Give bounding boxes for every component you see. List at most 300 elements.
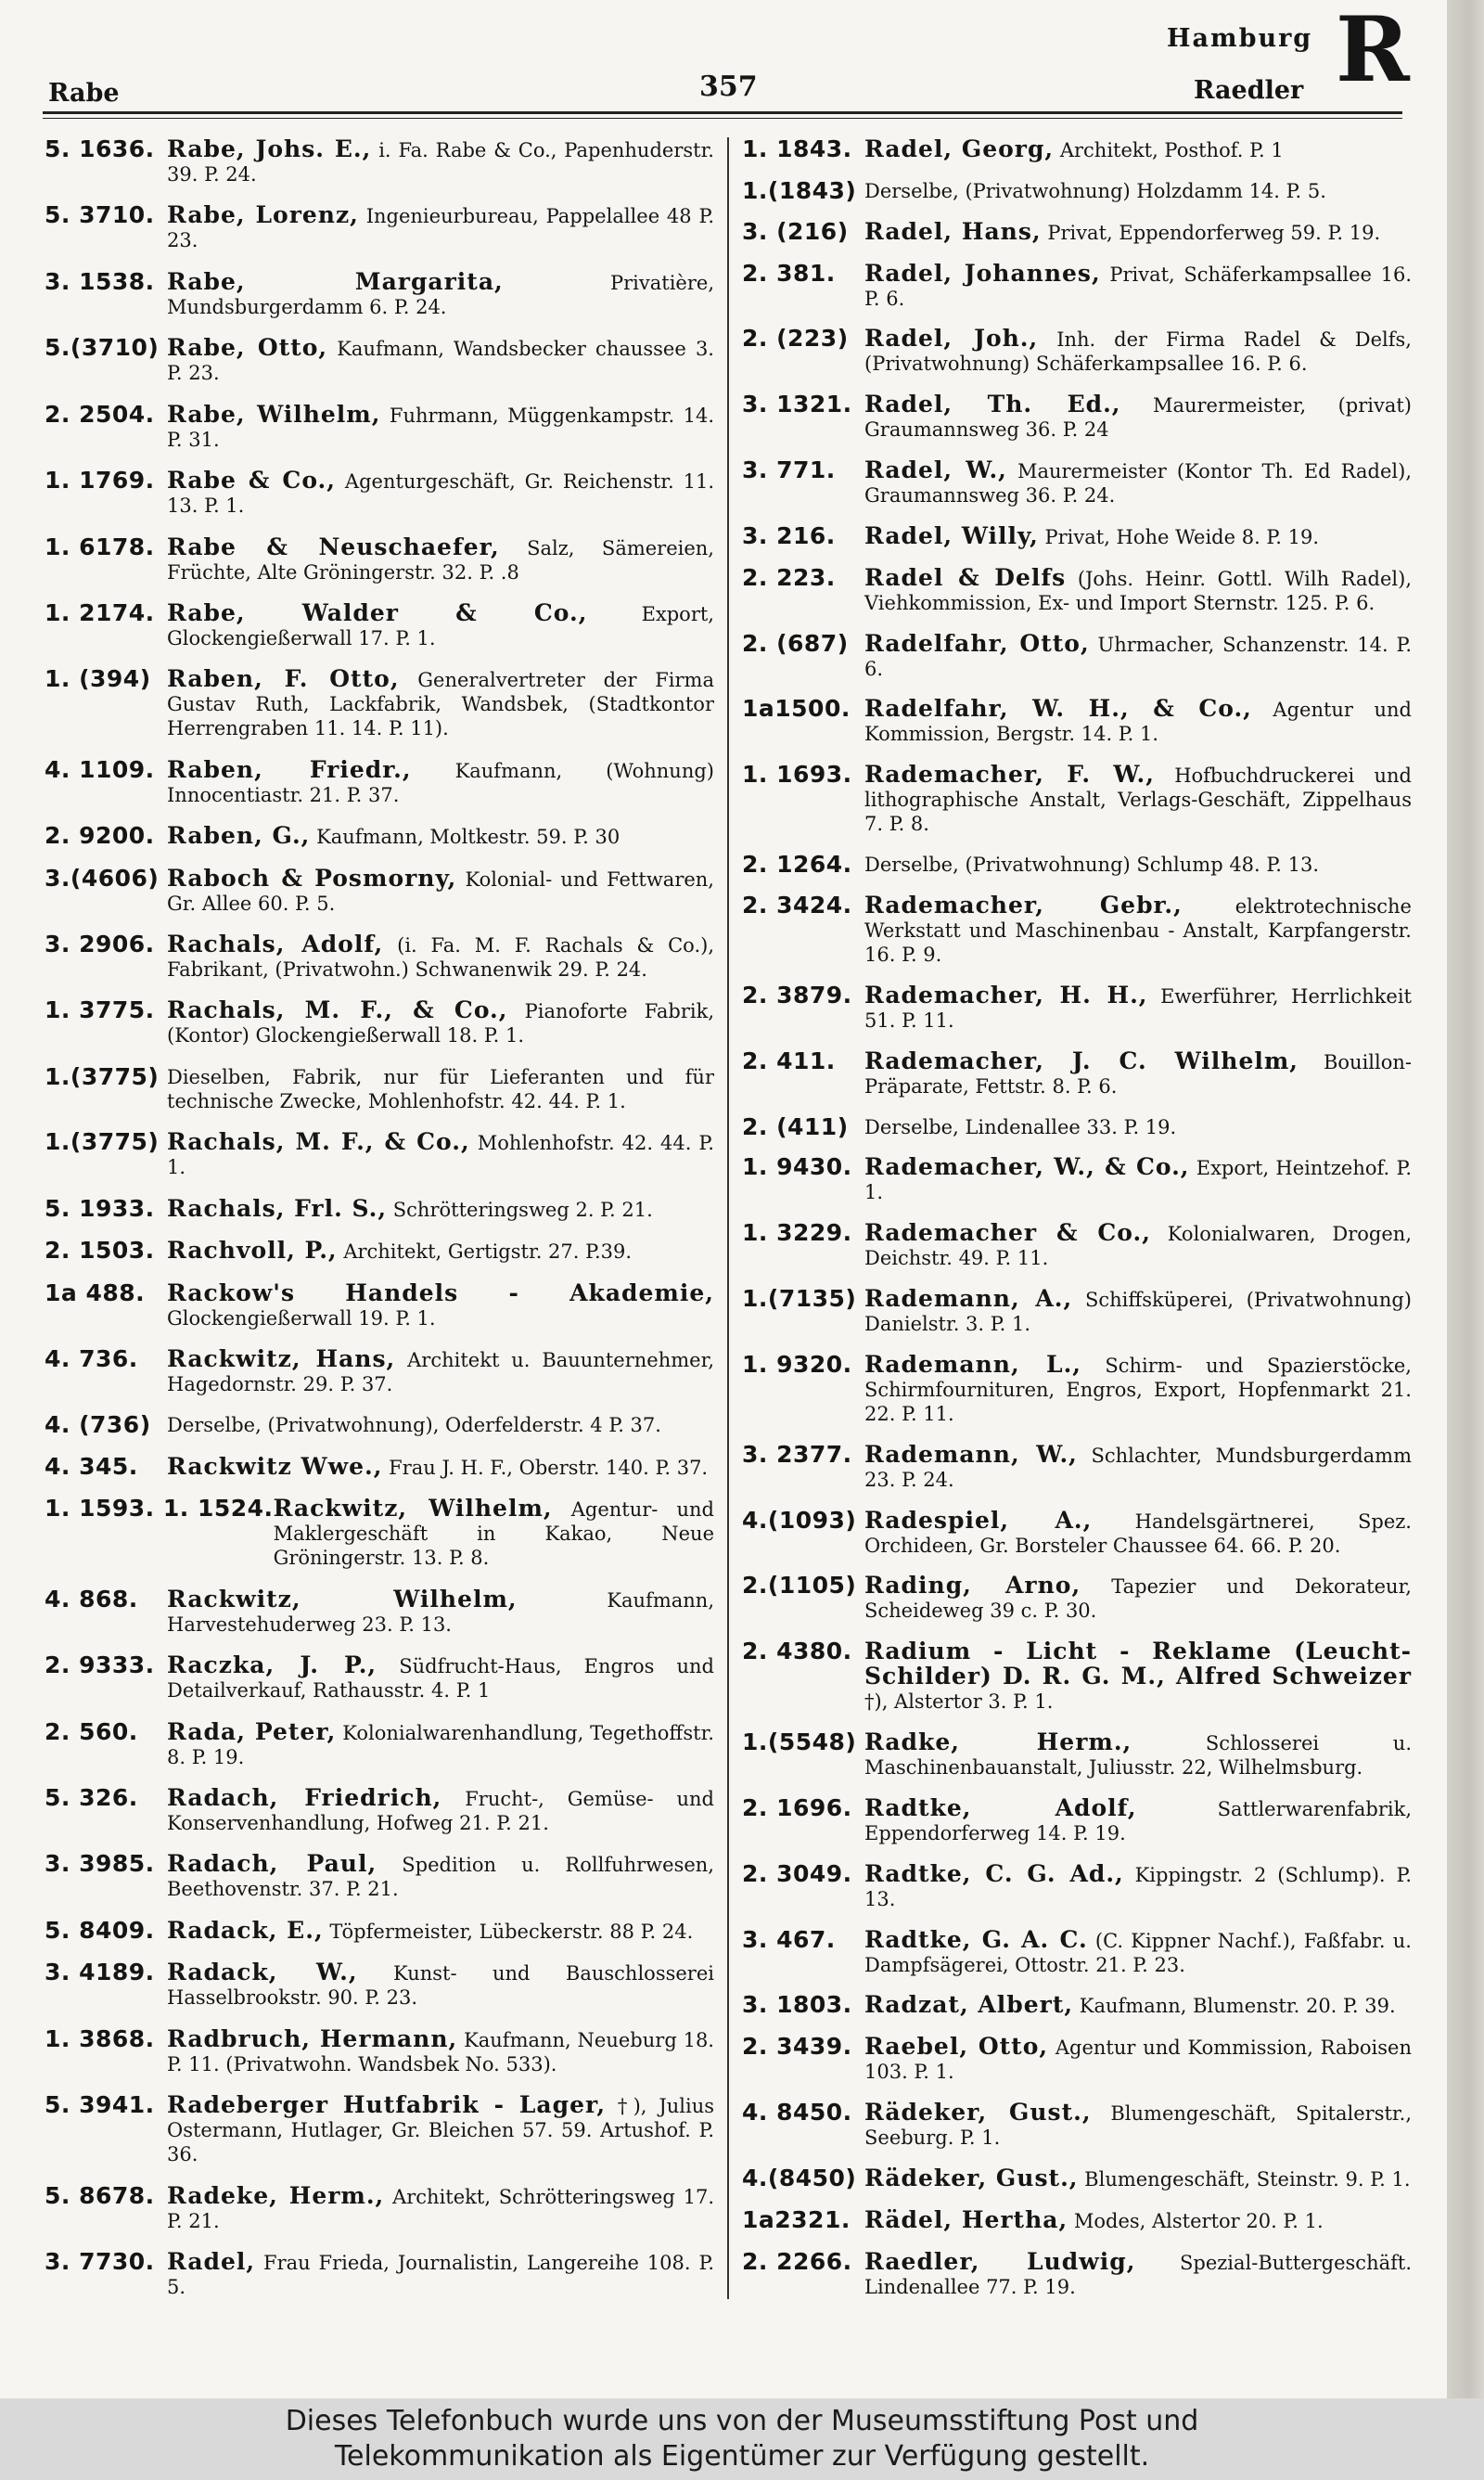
phone-number: 1. 2174. bbox=[45, 598, 155, 626]
phone-number: 3. 4189. bbox=[45, 1959, 155, 1986]
directory-entry bbox=[742, 521, 1412, 549]
subscriber-name: Rabe, Margarita, bbox=[167, 267, 504, 295]
entry-details: Generalvertreter der Firma Gustav Ruth, Lackfabrik, Wandsbek, (Stadtkontor Herrengraben 11. 14. P. 11). bbox=[167, 669, 714, 740]
directory-entry bbox=[45, 1347, 714, 1396]
entry-details: Kunst- und Bauschlosserei Hasselbrookstr. 90. P. 23. bbox=[167, 1962, 714, 2010]
subscriber-name: Radzat, Albert, bbox=[864, 1991, 1074, 2019]
directory-entry bbox=[45, 469, 714, 518]
entry-text bbox=[864, 1049, 1412, 1099]
subscriber-name: Raboch & Posmorny, bbox=[167, 864, 457, 892]
entry-text bbox=[167, 864, 714, 916]
entry-text bbox=[167, 2024, 714, 2076]
phone-number: 2. 1264. bbox=[742, 851, 852, 879]
entry-details: Pianoforte Fabrik, (Kontor) Glockengießerwall 18. P. 1. bbox=[167, 1000, 714, 1047]
directory-entry bbox=[45, 1413, 714, 1437]
entry-text bbox=[167, 1960, 714, 2010]
page-number: 357 bbox=[699, 71, 758, 103]
phone-number: 4.(1093) bbox=[742, 1506, 857, 1534]
subscriber-name: Rademacher, H. H., bbox=[864, 981, 1148, 1009]
entry-details: Kaufmann, Wandsbecker chaussee 3. P. 23. bbox=[167, 338, 714, 385]
subscriber-name: Raben, G., bbox=[167, 822, 311, 850]
subscriber-name: Raebel, Otto, bbox=[864, 2033, 1049, 2061]
entry-text bbox=[864, 1506, 1412, 1558]
subscriber-name: Radtke, Adolf, bbox=[864, 1793, 1137, 1821]
entry-text bbox=[167, 1587, 714, 1637]
directory-entry bbox=[742, 458, 1412, 508]
entry-details: Architekt, Gertigstr. 27. P.39. bbox=[343, 1240, 633, 1264]
entry-details: Derselbe, Lindenallee 33. P. 19. bbox=[864, 1115, 1177, 1138]
phone-number: 1. 3775. bbox=[45, 996, 155, 1024]
directory-entry bbox=[742, 1793, 1412, 1845]
directory-entry bbox=[45, 1783, 714, 1835]
header-left-word: Rabe bbox=[48, 79, 120, 108]
entry-text bbox=[864, 563, 1412, 615]
entry-text bbox=[167, 1065, 714, 1113]
directory-entry bbox=[45, 1653, 714, 1703]
subscriber-name: Rademacher, W., & Co., bbox=[864, 1153, 1190, 1181]
phone-number: 1a1500. bbox=[742, 695, 851, 723]
directory-entry bbox=[45, 824, 714, 849]
subscriber-name: Rackwitz, Wilhelm, bbox=[167, 1585, 518, 1613]
subscriber-name: Radack, W., bbox=[167, 1959, 358, 1986]
subscriber-name: Radach, Friedrich, bbox=[167, 1783, 442, 1811]
entry-text bbox=[864, 1859, 1412, 1911]
subscriber-name: Rademann, L., bbox=[864, 1350, 1081, 1378]
entry-details: Export, Heintzehof. P. 1. bbox=[864, 1157, 1412, 1204]
phone-number: 2. 3879. bbox=[742, 981, 852, 1009]
entry-details: Glockengießerwall 19. P. 1. bbox=[167, 1306, 436, 1330]
subscriber-name: Radelfahr, Otto, bbox=[864, 629, 1090, 657]
entry-details: Schlachter, Mundsburgerdamm 23. P. 24. bbox=[864, 1444, 1412, 1491]
directory-entry bbox=[742, 1155, 1412, 1204]
subscriber-name: Radel, Georg, bbox=[864, 135, 1055, 162]
directory-entry bbox=[45, 1239, 714, 1264]
subscriber-name: Radespiel, A., bbox=[864, 1506, 1093, 1534]
subscriber-name: Rachvoll, P., bbox=[167, 1237, 338, 1265]
directory-entry bbox=[742, 1287, 1412, 1336]
entry-text bbox=[167, 598, 714, 650]
directory-entry bbox=[45, 1497, 714, 1570]
phone-number: 1.(3775) bbox=[45, 1062, 160, 1090]
phone-number: 5. 1636. bbox=[45, 135, 155, 162]
phone-number: 4. 8450. bbox=[742, 2099, 852, 2127]
entry-text bbox=[864, 2101, 1412, 2150]
phone-number: 2. 381. bbox=[742, 259, 836, 287]
subscriber-name: Rademacher, Gebr., bbox=[864, 891, 1183, 919]
phone-number: 1. 1693. bbox=[742, 761, 852, 789]
directory-entry bbox=[45, 1194, 714, 1222]
phone-number: 4. 868. bbox=[45, 1585, 138, 1613]
directory-entry bbox=[742, 2247, 1412, 2299]
subscriber-name: Radel & Delfs bbox=[864, 563, 1067, 591]
entry-text bbox=[864, 1574, 1412, 1623]
directory-entry bbox=[742, 1993, 1412, 2018]
phone-number: 4. 736. bbox=[45, 1345, 138, 1373]
phone-number: 1.(5548) bbox=[742, 1728, 857, 1756]
entry-text bbox=[167, 667, 714, 740]
entry-text bbox=[864, 259, 1412, 311]
directory-entry bbox=[45, 998, 714, 1047]
phone-number: 3. 1538. bbox=[45, 267, 155, 295]
phone-number: 2. (687) bbox=[742, 629, 849, 657]
phone-number: 1. 9320. bbox=[742, 1350, 852, 1378]
phone-number: 3. 3985. bbox=[45, 1850, 155, 1878]
phone-number: 2. (223) bbox=[742, 325, 849, 353]
phone-number: 2. 4380. bbox=[742, 1638, 852, 1665]
directory-entry bbox=[742, 2101, 1412, 2150]
entry-details: Privat, Schäferkampsallee 16. P. 6. bbox=[864, 263, 1412, 310]
subscriber-name: Rackow's Handels - Akademie, bbox=[167, 1279, 714, 1306]
subscriber-name: Rachals, M. F., & Co., bbox=[167, 996, 508, 1024]
entry-details: elektrotechnische Werkstatt und Maschinenbau - Anstalt, Karpfangerstr. 16. P. 9. bbox=[864, 894, 1412, 966]
phone-number: 4.(8450) bbox=[742, 2165, 857, 2191]
entry-text bbox=[167, 1452, 714, 1480]
phone-number: 5. 8409. bbox=[45, 1916, 155, 1944]
entry-text bbox=[167, 1783, 714, 1835]
entry-text bbox=[864, 2247, 1412, 2299]
directory-entry bbox=[742, 697, 1412, 746]
directory-entry bbox=[45, 137, 714, 186]
subscriber-name: Raczka, J. P., bbox=[167, 1651, 377, 1679]
subscriber-name: Rackwitz, Hans, bbox=[167, 1345, 396, 1373]
phone-number: 1. 3229. bbox=[742, 1219, 852, 1247]
directory-entry bbox=[45, 535, 714, 585]
subscriber-name: Raben, F. Otto, bbox=[167, 665, 400, 693]
subscriber-name: Rabe, Wilhelm, bbox=[167, 400, 381, 428]
entry-text bbox=[864, 1925, 1412, 1977]
entry-details: Uhrmacher, Schanzenstr. 14. P. 6. bbox=[864, 633, 1412, 680]
phone-number: 4. 345. bbox=[45, 1452, 138, 1480]
entry-details: Architekt, Schrötteringsweg 17. P. 21. bbox=[167, 2185, 714, 2232]
entry-text bbox=[864, 893, 1412, 967]
subscriber-name: Radel, Th. Ed., bbox=[864, 391, 1121, 418]
entry-text bbox=[864, 392, 1412, 442]
phone-number: 3. 1321. bbox=[742, 391, 852, 418]
directory-entry bbox=[45, 336, 714, 385]
entry-details: Schiffsküperei, (Privatwohnung) Danielstr. 3. P. 1. bbox=[864, 1289, 1412, 1336]
subscriber-name: Radtke, C. G. Ad., bbox=[864, 1859, 1124, 1887]
phone-number: 1.(1843) bbox=[742, 176, 857, 204]
entry-text bbox=[864, 1440, 1412, 1492]
entry-text bbox=[864, 217, 1412, 245]
entry-text bbox=[167, 824, 714, 849]
subscriber-name: Rädel, Hertha, bbox=[864, 2205, 1068, 2233]
entry-text bbox=[864, 1350, 1412, 1426]
entry-details: †), Julius Ostermann, Hutlager, Gr. Bleichen 57. 59. Artushof. P. 36. bbox=[167, 2095, 714, 2166]
entry-text bbox=[864, 1993, 1412, 2018]
phone-number: 2. 2266. bbox=[742, 2247, 852, 2275]
entry-details: Inh. der Firma Radel & Delfs, (Privatwohnung) Schäferkampsallee 16. P. 6. bbox=[864, 328, 1412, 376]
entry-details: Export, Glockengießerwall 17. P. 1. bbox=[167, 602, 714, 649]
phone-number: 3. 1803. bbox=[742, 1991, 852, 2019]
entry-text bbox=[167, 1347, 714, 1396]
subscriber-name: Rabe & Neuschaefer, bbox=[167, 533, 500, 560]
phone-number: 3. 7730. bbox=[45, 2247, 155, 2275]
entry-text bbox=[864, 2166, 1412, 2191]
phone-number: 2. (411) bbox=[742, 1112, 849, 1140]
phone-number: 5. 326. bbox=[45, 1783, 138, 1811]
subscriber-name: Raben, Friedr., bbox=[167, 755, 412, 783]
entry-details: Derselbe, (Privatwohnung), Oderfelderstr. 4 P. 37. bbox=[167, 1414, 661, 1437]
directory-entry bbox=[45, 2181, 714, 2233]
entry-text bbox=[167, 1239, 714, 1264]
directory-entry bbox=[742, 259, 1412, 311]
entry-text bbox=[864, 2205, 1412, 2233]
directory-entry bbox=[45, 1062, 714, 1113]
directory-entry bbox=[742, 327, 1412, 376]
phone-number: 3. 216. bbox=[742, 521, 836, 549]
entry-details: Privat, Hohe Weide 8. P. 19. bbox=[1044, 525, 1320, 548]
entry-text bbox=[864, 2035, 1412, 2084]
entry-text bbox=[167, 1852, 714, 1901]
subscriber-name: Radel, Hans, bbox=[864, 217, 1042, 245]
entry-details: Agenturgeschäft, Gr. Reichenstr. 11. 13. P. 1. bbox=[167, 470, 714, 518]
entry-details: Modes, Alstertor 20. P. 1. bbox=[1073, 2209, 1324, 2232]
entry-details: Derselbe, (Privatwohnung) Schlump 48. P. 13. bbox=[864, 854, 1320, 877]
entry-details: Hofbuchdruckerei und lithographische Anstalt, Verlags-Geschäft, Zippelhaus 7. P. 8. bbox=[864, 765, 1412, 836]
phone-number: 5. 3941. bbox=[45, 2091, 155, 2119]
directory-entry bbox=[742, 1574, 1412, 1623]
entry-details: Sattlerwarenfabrik, Eppendorferweg 14. P. 19. bbox=[864, 1797, 1412, 1844]
entry-text bbox=[167, 2247, 714, 2299]
entry-text bbox=[864, 1155, 1412, 1204]
entry-details: (Johs. Heinr. Gottl. Wilh Radel), Viehkommission, Ex- und Import Sternstr. 125. P. 6. bbox=[864, 567, 1412, 614]
directory-entry bbox=[742, 1506, 1412, 1558]
entry-text bbox=[864, 1287, 1412, 1336]
phone-number: 2. 9333. bbox=[45, 1651, 155, 1679]
directory-entry bbox=[45, 1281, 714, 1330]
header-city: Hamburg bbox=[1167, 24, 1313, 53]
directory-entry bbox=[45, 864, 714, 916]
footer-line-2: Telekommunikation als Eigentümer zur Verfügung gestellt. bbox=[334, 2440, 1150, 2473]
phone-number: 2. 3439. bbox=[742, 2033, 852, 2061]
subscriber-name: Radack, E., bbox=[167, 1916, 324, 1944]
directory-entry bbox=[742, 629, 1412, 681]
subscriber-name: Rademacher & Co., bbox=[864, 1219, 1151, 1247]
phone-number: 2. 3049. bbox=[742, 1859, 852, 1887]
directory-entry bbox=[742, 1639, 1412, 1714]
phone-number: 3. 467. bbox=[742, 1925, 836, 1953]
entry-text bbox=[167, 998, 714, 1047]
subscriber-name: Rädeker, Gust., bbox=[864, 2099, 1092, 2127]
entry-details: Spezial-Buttergeschäft. Lindenallee 77. P. 19. bbox=[864, 2251, 1412, 2298]
entry-details: (C. Kippner Nachf.), Faßfabr. u. Dampfsägerei, Ottostr. 21. P. 23. bbox=[864, 1929, 1412, 1976]
phone-number: 1a 488. bbox=[45, 1279, 146, 1306]
subscriber-name: Rabe & Co., bbox=[167, 467, 336, 495]
directory-entry bbox=[742, 1112, 1412, 1140]
entry-details: †), Alstertor 3. P. 1. bbox=[864, 1690, 1054, 1714]
entry-text bbox=[864, 1793, 1412, 1845]
entry-details: Architekt, Posthof. P. 1 bbox=[1059, 139, 1284, 161]
column-divider bbox=[727, 137, 729, 2299]
phone-number: 1.(7135) bbox=[742, 1285, 857, 1313]
phone-number: 2. 1696. bbox=[742, 1793, 852, 1821]
directory-entry bbox=[742, 1859, 1412, 1911]
directory-entry bbox=[742, 983, 1412, 1033]
page-edge bbox=[1447, 0, 1484, 2398]
entry-text bbox=[864, 1730, 1412, 1780]
directory-entry bbox=[742, 763, 1412, 836]
phone-number: 1. 1843. bbox=[742, 135, 852, 162]
header-rule-thin bbox=[43, 118, 1402, 119]
entry-text bbox=[864, 137, 1412, 162]
directory-entry bbox=[45, 203, 714, 252]
directory-entry bbox=[742, 137, 1412, 162]
entry-text bbox=[167, 137, 714, 186]
directory-entry bbox=[742, 893, 1412, 967]
subscriber-name: Rademann, W., bbox=[864, 1440, 1078, 1468]
entry-details: Tapezier und Dekorateur, Scheideweg 39 c. P. 30. bbox=[864, 1575, 1412, 1623]
subscriber-name: Radel, Joh., bbox=[864, 325, 1039, 353]
entry-text bbox=[864, 1639, 1412, 1714]
header-rule bbox=[43, 111, 1402, 114]
directory-entry bbox=[45, 2024, 714, 2076]
directory-entry bbox=[742, 2166, 1412, 2191]
phone-number: 2. 3424. bbox=[742, 891, 852, 919]
directory-entry bbox=[742, 563, 1412, 615]
phone-number: 5. 8678. bbox=[45, 2181, 155, 2209]
phone-number: 2. 411. bbox=[742, 1047, 836, 1074]
entry-details: Agentur und Kommission, Bergstr. 14. P. 1. bbox=[864, 699, 1412, 746]
phone-number: 4. (736) bbox=[45, 1411, 151, 1439]
subscriber-name: Rabe, Johs. E., bbox=[167, 135, 372, 162]
entry-text bbox=[167, 1130, 714, 1179]
entry-details: Südfrucht-Haus, Engros und Detailverkauf, Rathausstr. 4. P. 1 bbox=[167, 1655, 714, 1703]
phone-number: 1a2321. bbox=[742, 2205, 851, 2233]
subscriber-name: Rada, Peter, bbox=[167, 1717, 337, 1745]
phone-number: 1. 1769. bbox=[45, 467, 155, 495]
subscriber-name: Rabe, Lorenz, bbox=[167, 201, 359, 229]
entry-text bbox=[864, 521, 1412, 549]
entry-text bbox=[167, 932, 714, 982]
header-letter: R bbox=[1336, 0, 1410, 102]
directory-entry bbox=[45, 1130, 714, 1179]
phone-number: 3. (216) bbox=[742, 217, 849, 245]
entry-details: Kaufmann, Neueburg 18. P. 11. (Privatwohn. Wandsbek No. 533). bbox=[167, 2028, 714, 2075]
phone-number: 1. (394) bbox=[45, 665, 151, 693]
phone-number: 2. 1503. bbox=[45, 1237, 155, 1265]
entry-details: Blumengeschäft, Spitalerstr., Seeburg. P. 1. bbox=[864, 2102, 1412, 2150]
entry-details: Schlosserei u. Maschinenbauanstalt, Juliusstr. 22, Wilhelmsburg. bbox=[864, 1732, 1412, 1780]
entry-text bbox=[167, 755, 714, 807]
phone-number: 2. 9200. bbox=[45, 822, 155, 850]
entry-text bbox=[274, 1497, 714, 1570]
phone-number: 1. 6178. bbox=[45, 533, 155, 560]
directory-entry bbox=[45, 1717, 714, 1769]
entry-details: Blumengeschäft, Steinstr. 9. P. 1. bbox=[1084, 2168, 1411, 2191]
phone-number: 1. 3868. bbox=[45, 2024, 155, 2052]
entry-text bbox=[864, 629, 1412, 681]
entry-details: i. Fa. Rabe & Co., Papenhuderstr. 39. P. 24. bbox=[167, 139, 714, 186]
subscriber-name: Radel, Willy, bbox=[864, 521, 1039, 549]
subscriber-name: Rabe, Walder & Co., bbox=[167, 598, 588, 626]
entry-details: Kippingstr. 2 (Schlump). P. 13. bbox=[864, 1863, 1412, 1910]
directory-entry bbox=[742, 2035, 1412, 2084]
phone-number: 3. 2906. bbox=[45, 931, 155, 958]
entry-text bbox=[167, 469, 714, 518]
entry-details: Kolonial- und Fettwaren, Gr. Allee 60. P. 5. bbox=[167, 867, 714, 915]
phone-number: 3. 771. bbox=[742, 456, 836, 484]
phone-number: 1. 1593. 1. 1524. bbox=[45, 1495, 274, 1523]
phone-number: 5.(3710) bbox=[45, 334, 160, 362]
entry-text bbox=[864, 853, 1412, 877]
entry-text bbox=[864, 983, 1412, 1033]
directory-entry bbox=[45, 1587, 714, 1637]
entry-details: Handelsgärtnerei, Spez. Orchideen, Gr. Borsteler Chaussee 64. 66. P. 20. bbox=[864, 1510, 1412, 1557]
entry-text bbox=[167, 1653, 714, 1703]
directory-entry bbox=[742, 176, 1412, 204]
entry-details: Kaufmann, Harvestehuderweg 23. P. 13. bbox=[167, 1588, 714, 1636]
subscriber-name: Rachals, M. F., & Co., bbox=[167, 1128, 470, 1156]
entry-details: Fuhrmann, Müggenkampstr. 14. P. 31. bbox=[167, 404, 714, 451]
entry-details: Ingenieurbureau, Pappelallee 48 P. 23. bbox=[167, 205, 715, 252]
subscriber-name: Radelfahr, W. H., & Co., bbox=[864, 695, 1252, 723]
subscriber-name: Rachals, Frl. S., bbox=[167, 1194, 388, 1222]
directory-entry bbox=[742, 1925, 1412, 1977]
directory-entry bbox=[45, 2093, 714, 2166]
directory-entry bbox=[45, 1916, 714, 1944]
entry-details: Dieselben, Fabrik, nur für Lieferanten und für technische Zwecke, Mohlenhofstr. 42. 44. P. 1. bbox=[167, 1065, 714, 1112]
subscriber-name: Rackwitz Wwe., bbox=[167, 1452, 383, 1480]
entry-details: Privatière, Mundsburgerdamm 6. P. 24. bbox=[167, 271, 714, 318]
entry-text bbox=[167, 1916, 714, 1944]
entry-details: Derselbe, (Privatwohnung) Holzdamm 14. P. 5. bbox=[864, 179, 1326, 202]
entry-details: Mohlenhofstr. 42. 44. P. 1. bbox=[167, 1132, 714, 1179]
entry-text bbox=[864, 1115, 1412, 1139]
entry-details: Ewerführer, Herrlichkeit 51. P. 11. bbox=[864, 984, 1412, 1032]
phone-number: 2.(1105) bbox=[742, 1572, 857, 1600]
entry-text bbox=[167, 2181, 714, 2233]
entry-details: Bouillon-Präparate, Fettstr. 8. P. 6. bbox=[864, 1050, 1412, 1098]
entry-text bbox=[864, 697, 1412, 746]
entry-details: Architekt u. Bauunternehmer, Hagedornstr. 29. P. 37. bbox=[167, 1349, 714, 1396]
subscriber-name: Radium - Licht - Reklame (Leucht-Schilder) D. R. G. M., Alfred Schweizer bbox=[864, 1638, 1412, 1690]
entry-details: Kaufmann, (Wohnung) Innocentiastr. 21. P. 37. bbox=[167, 759, 714, 806]
entry-details: Agentur und Kommission, Raboisen 103. P. 1. bbox=[864, 2037, 1412, 2084]
directory-entry bbox=[742, 1440, 1412, 1492]
phone-number: 1.(3775) bbox=[45, 1128, 160, 1156]
directory-entry bbox=[45, 755, 714, 807]
directory-entry bbox=[45, 598, 714, 650]
subscriber-name: Radel, Johannes, bbox=[864, 259, 1101, 287]
entry-text bbox=[864, 763, 1412, 836]
subscriber-name: Radke, Herm., bbox=[864, 1728, 1132, 1756]
right-column bbox=[742, 137, 1412, 2299]
phone-number: 3.(4606) bbox=[45, 864, 160, 892]
entry-details: Kolonialwaren, Drogen, Deichstr. 49. P. 11. bbox=[864, 1223, 1412, 1270]
entry-text bbox=[864, 1221, 1412, 1270]
subscriber-name: Rädeker, Gust., bbox=[864, 2165, 1079, 2191]
phone-number: 2. 2504. bbox=[45, 400, 155, 428]
entry-text bbox=[167, 2093, 714, 2166]
subscriber-name: Radtke, G. A. C. bbox=[864, 1925, 1088, 1953]
entry-text bbox=[167, 336, 714, 385]
entry-text bbox=[167, 400, 714, 452]
phone-number: 1. 9430. bbox=[742, 1153, 852, 1181]
entry-text bbox=[864, 458, 1412, 508]
footer-note bbox=[0, 2398, 1484, 2480]
directory-entry bbox=[742, 2205, 1412, 2233]
subscriber-name: Rademann, A., bbox=[864, 1285, 1073, 1313]
entry-text bbox=[167, 267, 714, 319]
directory-entry bbox=[742, 217, 1412, 245]
directory-entry bbox=[45, 400, 714, 452]
directory-entry bbox=[45, 932, 714, 982]
entry-text bbox=[864, 179, 1412, 203]
entry-details: Kaufmann, Blumenstr. 20. P. 39. bbox=[1079, 1995, 1396, 2018]
directory-entry bbox=[45, 2247, 714, 2299]
entry-details: Maurermeister, (privat) Graumannsweg 36. P. 24 bbox=[864, 394, 1412, 442]
